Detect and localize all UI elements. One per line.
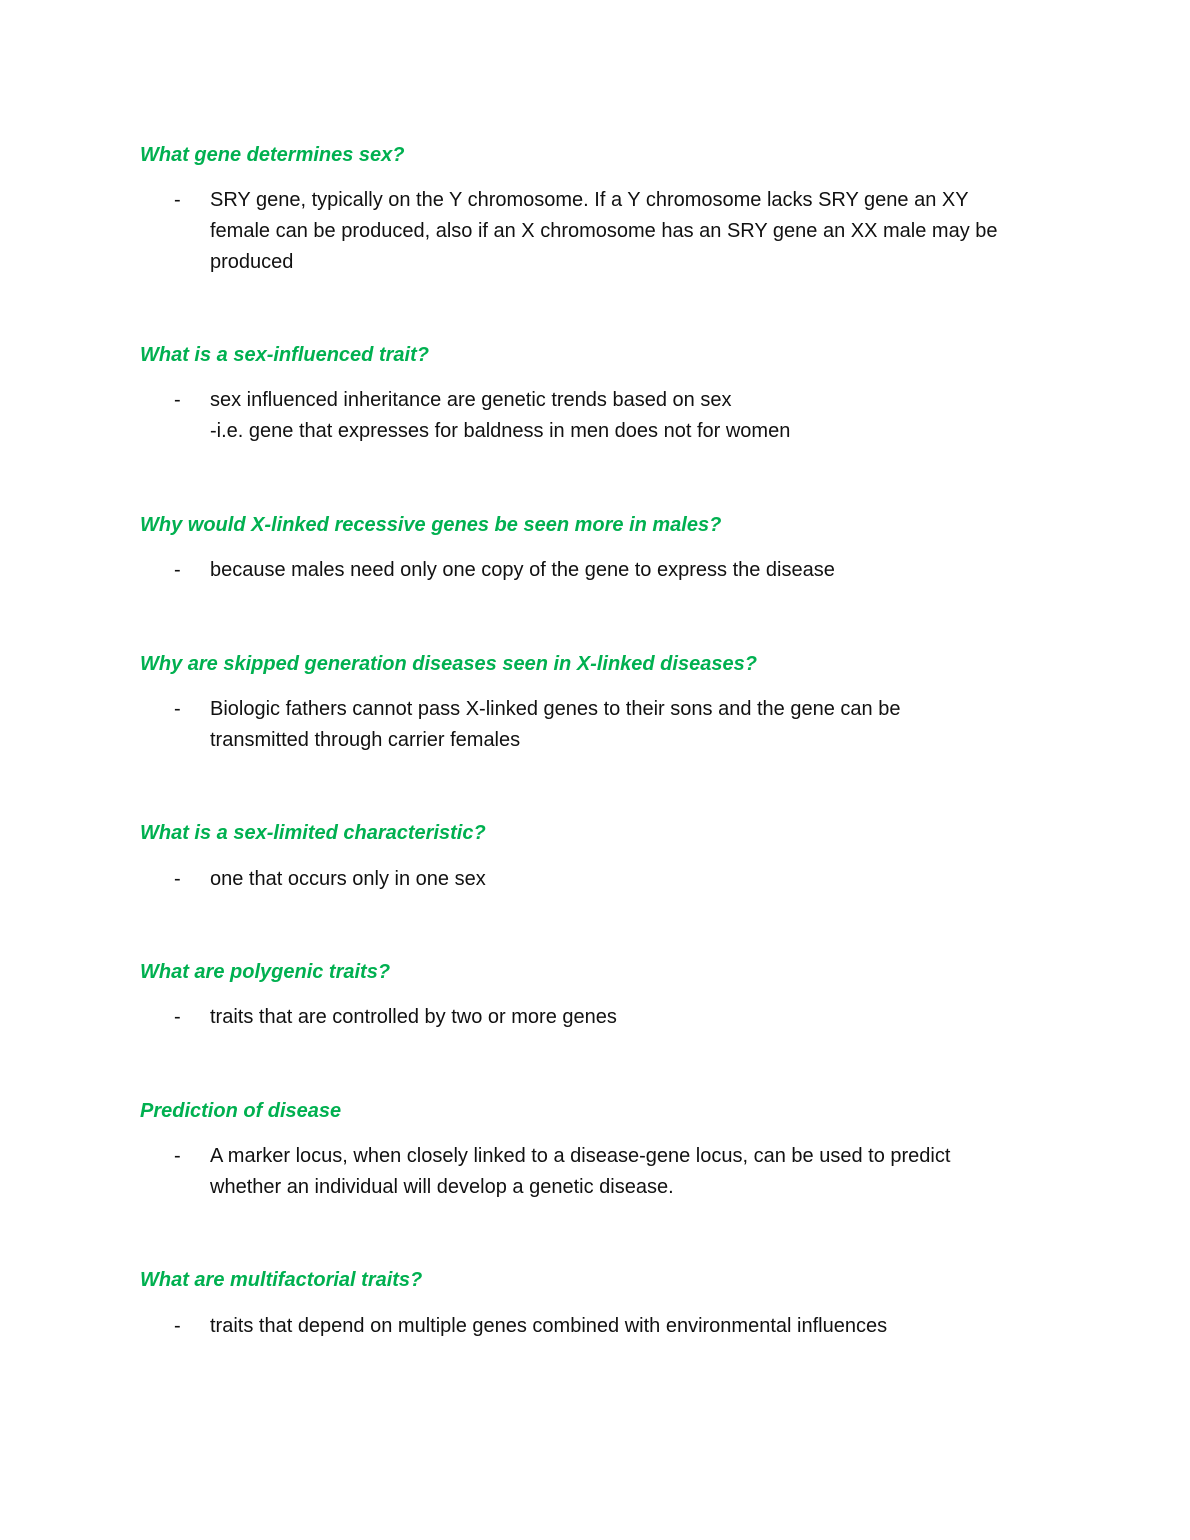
section-heading: What is a sex-influenced trait? [140,344,429,366]
answer-line: Biologic fathers cannot pass X-linked genes to their sons and the gene can be [210,698,901,720]
bullet-dash: - [174,698,181,720]
section-heading: What are polygenic traits? [140,961,391,983]
section-heading: What gene determines sex? [140,144,405,166]
section-answer [210,185,1040,278]
section-answer [210,385,1040,447]
answer-line: SRY gene, typically on the Y chromosome. If a Y chromosome lacks SRY gene an XY [210,189,969,211]
answer-line: whether an individual will develop a genetic disease. [210,1176,674,1198]
section-answer [210,864,1040,895]
bullet-dash: - [174,868,181,890]
section-answer [210,1311,1040,1342]
answer-line: traits that depend on multiple genes combined with environmental influences [210,1315,888,1337]
section-answer [210,694,1040,756]
answer-line: A marker locus, when closely linked to a disease-gene locus, can be used to predict [210,1145,951,1167]
bullet-dash: - [174,559,181,581]
section-heading: What is a sex-limited characteristic? [140,822,486,844]
section-answer [210,1141,1040,1203]
bullet-dash: - [174,1315,181,1337]
section-answer [210,555,1040,586]
bullet-dash: - [174,1006,181,1028]
answer-line: sex influenced inheritance are genetic trends based on sex [210,389,732,411]
bullet-dash: - [174,1145,181,1167]
bullet-dash: - [174,189,181,211]
section-heading: What are multifactorial traits? [140,1269,423,1291]
answer-line: transmitted through carrier females [210,729,521,751]
answer-line: female can be produced, also if an X chromosome has an SRY gene an XX male may be [210,220,998,242]
answer-line: one that occurs only in one sex [210,868,486,890]
section-heading: Why would X-linked recessive genes be seen more in males? [140,514,722,536]
answer-line: traits that are controlled by two or more genes [210,1006,617,1028]
answer-line: because males need only one copy of the gene to express the disease [210,559,835,581]
section-answer [210,1002,1040,1033]
answer-line: produced [210,251,294,273]
answer-line: -i.e. gene that expresses for baldness in men does not for women [210,420,791,442]
section-heading: Prediction of disease [140,1100,342,1122]
bullet-dash: - [174,389,181,411]
section-heading: Why are skipped generation diseases seen in X-linked diseases? [140,653,757,675]
